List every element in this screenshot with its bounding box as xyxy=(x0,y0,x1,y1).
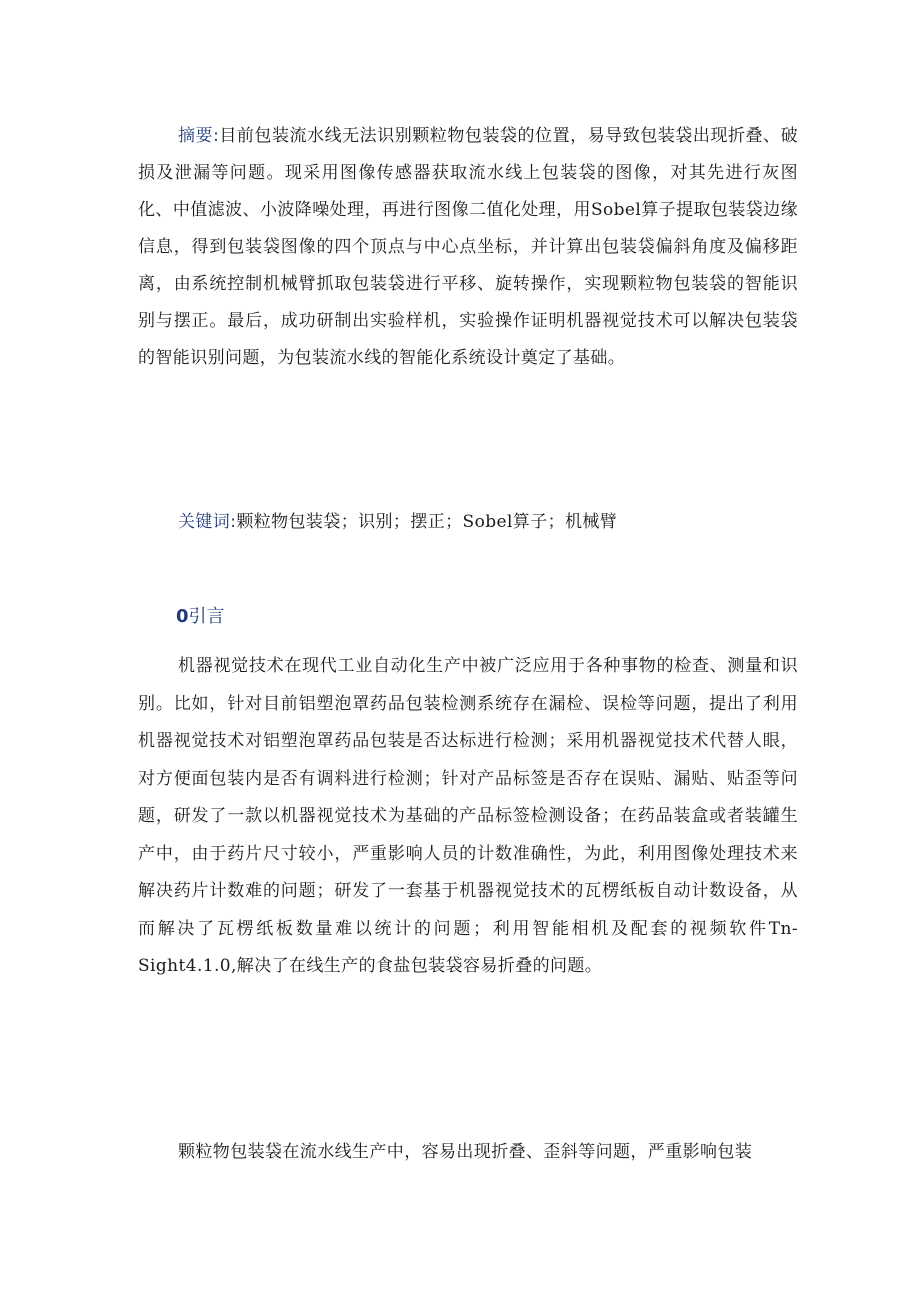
section-title: 引言 xyxy=(188,606,225,627)
intro-paragraph-1: 机器视觉技术在现代工业自动化生产中被广泛应用于各种事物的检查、测量和识别。比如，针对目前铝塑泡罩药品包装检测系统存在漏检、误检等问题，提出了利用机器视觉技术对铝塑泡罩药品包装是否达标进行检测；采用机器视觉技术代替人眼，对方便面包装内是否有调料进行检测；针对产品标签是否存在误贴、漏贴、贴歪等问题，研发了一款以机器视觉技术为基础的产品标签检测设备；在药品装盒或者装罐生产中，由于药片尺寸较小，严重影响人员的计数准确性，为此，利用图像处理技术来解决药片计数难的问题；研发了一套基于机器视觉技术的瓦楞纸板自动计数设备，从而解决了瓦楞纸板数量难以统计的问题；利用智能相机及配套的视频软件Tn-Sight4.1.0,解决了在线生产的食盐包装袋容易折叠的问题。 xyxy=(138,656,798,976)
section-number: 0 xyxy=(176,606,189,627)
section-heading xyxy=(176,601,225,633)
abstract-paragraph xyxy=(138,118,798,377)
abstract-label: 摘要: xyxy=(178,126,220,146)
keywords-label: 关键词: xyxy=(178,512,237,532)
abstract-text: 目前包装流水线无法识别颗粒物包装袋的位置，易导致包装袋出现折叠、破损及泄漏等问题。现采用图像传感器获取流水线上包装袋的图像，对其先进行灰图化、中值滤波、小波降噪处理，再进行图像二值化处理，用Sobel算子提取包装袋边缘信息，得到包装袋图像的四个顶点与中心点坐标，并计算出包装袋偏斜角度及偏移距离，由系统控制机械臂抓取包装袋进行平移、旋转操作，实现颗粒物包装袋的智能识别与摆正。最后，成功研制出实验样机，实验操作证明机器视觉技术可以解决包装袋的智能识别问题，为包装流水线的智能化系统设计奠定了基础。 xyxy=(138,126,798,368)
keywords-paragraph xyxy=(138,504,798,541)
keywords-text: 颗粒物包装袋；识别；摆正；Sobel算子；机械臂 xyxy=(236,512,618,532)
intro-paragraph-2: 颗粒物包装袋在流水线生产中，容易出现折叠、歪斜等问题，严重影响包装 xyxy=(178,1142,753,1162)
